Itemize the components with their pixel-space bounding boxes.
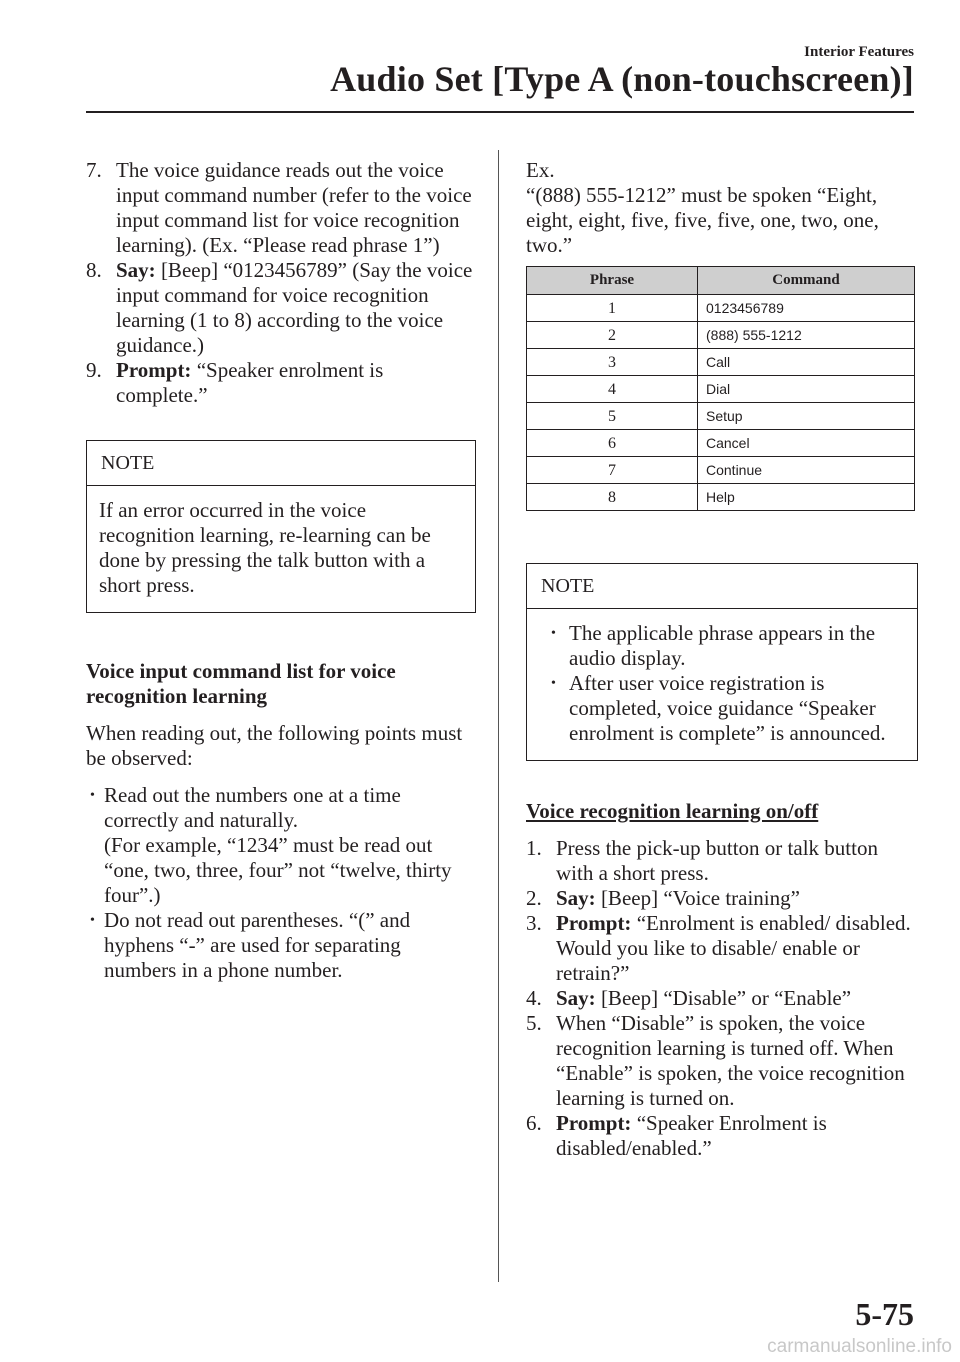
table-row [527,322,915,349]
step-text: The voice guidance reads out the voice input command number (refer to the voice input command list for voice recognition learning). (Ex. “Please read phrase 1”) [116,158,472,257]
note-body [527,609,917,760]
column-divider [498,150,499,1282]
table-row [527,457,915,484]
phrase-cell: 6 [527,430,698,457]
left-column [86,158,476,983]
step-text: “Speaker Enrolment is disabled/enabled.” [556,1111,827,1160]
command-cell: 0123456789 [698,295,915,322]
bullet-icon: • [90,913,95,928]
bullet-item [86,908,476,983]
step-5 [526,1011,918,1111]
command-cell: Help [698,484,915,511]
step-1 [526,836,918,886]
intro-text: When reading out, the following points must be observed: [86,721,463,770]
phrase-cell: 1 [527,295,698,322]
example-text: “(888) 555-1212” must be spoken “Eight, eight, eight, five, five, five, one, two, one, two.” [526,183,879,257]
command-cell: Setup [698,403,915,430]
bullet-text: Do not read out parentheses. “(” and hyphens “-” are used for separating numbers in a phone number. [104,908,411,982]
column-header: Phrase [527,267,698,295]
right-column [526,158,918,1161]
step-number: 3. [526,911,542,935]
table-row [527,430,915,457]
section-heading: Voice recognition learning on/off [526,799,819,823]
step-label: Prompt: [556,1111,632,1135]
note-bullet [539,621,903,671]
note-bullet-text: The applicable phrase appears in the audio display. [569,621,876,670]
bullet-text: Read out the numbers one at a time correctly and naturally. [104,783,401,832]
note-text: If an error occurred in the voice recognition learning, re-learning can be done by pressing the talk button with a short press. [99,498,431,597]
page-title: Audio Set [Type A (non-touchscreen)] [330,59,914,99]
note-bullet [539,671,903,746]
table-header-row [527,267,915,295]
step-label: Prompt: [116,358,192,382]
step-3 [526,911,918,986]
section-heading: Voice input command list for voice recognition learning [86,659,396,708]
step-label: Prompt: [556,911,632,935]
command-cell: Dial [698,376,915,403]
step-2 [526,886,918,911]
note-box [526,563,918,761]
footer-watermark[interactable]: carmanualsonline.info [767,1336,952,1357]
step-number: 4. [526,986,542,1010]
bullet-item [86,783,476,908]
step-number: 5. [526,1011,542,1035]
table-row [527,403,915,430]
phrase-cell: 7 [527,457,698,484]
step-number: 8. [86,258,102,282]
step-number: 6. [526,1111,542,1135]
note-heading: NOTE [87,441,475,486]
phrase-cell: 3 [527,349,698,376]
phrase-cell: 4 [527,376,698,403]
example-label: Ex. [526,158,555,182]
command-cell: Continue [698,457,915,484]
bullet-icon: • [551,626,556,641]
table-row [527,295,915,322]
page-number: 5-75 [855,1296,914,1332]
step-text: [Beep] “Voice training” [600,886,800,910]
note-box [86,440,476,613]
step-number: 9. [86,358,102,382]
note-heading: NOTE [527,564,917,609]
header-section: Interior Features [804,44,914,60]
phrase-cell: 2 [527,322,698,349]
step-number: 2. [526,886,542,910]
step-text: When “Disable” is spoken, the voice recognition learning is turned off. When “Enable” is spoken, the voice recognition learning is turned on. [556,1011,905,1110]
step-number: 7. [86,158,102,182]
bullet-icon: • [551,676,556,691]
step-text: Press the pick-up button or talk button with a short press. [556,836,878,885]
step-text: “Enrolment is enabled/ disabled. Would you like to disable/ enable or retrain?” [556,911,911,985]
step-9 [86,358,476,408]
command-cell: (888) 555-1212 [698,322,915,349]
step-text: [Beep] “0123456789” (Say the voice input command for voice recognition learning (1 to 8) according to the voice guidance.) [116,258,473,357]
step-label: Say: [556,886,596,910]
table-row [527,484,915,511]
note-bullet-text: After user voice registration is completed, voice guidance “Speaker enrolment is complete” is announced. [569,671,886,745]
step-6 [526,1111,918,1161]
step-7 [86,158,476,258]
phrase-cell: 8 [527,484,698,511]
bullet-text: (For example, “1234” must be read out “one, two, three, four” not “twelve, thirty four”.) [104,833,452,907]
phrase-cell: 5 [527,403,698,430]
step-number: 1. [526,836,542,860]
command-cell: Call [698,349,915,376]
header-rule [86,111,914,113]
bullet-icon: • [90,788,95,803]
step-text: “Speaker enrolment is complete.” [116,358,384,407]
step-4 [526,986,918,1011]
command-cell: Cancel [698,430,915,457]
step-label: Say: [556,986,596,1010]
step-text: [Beep] “Disable” or “Enable” [600,986,852,1010]
column-header: Command [698,267,915,295]
phrase-table [526,266,915,511]
step-label: Say: [116,258,156,282]
table-row [527,376,915,403]
step-8 [86,258,476,358]
table-row [527,349,915,376]
